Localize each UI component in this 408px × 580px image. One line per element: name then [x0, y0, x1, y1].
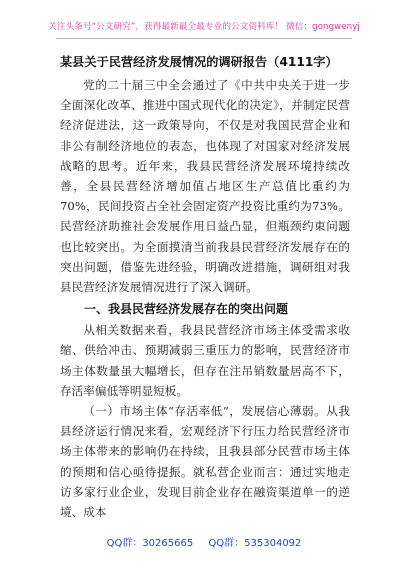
- subsection-paragraph: （一）市场主体“存活率低”，发展信心薄弱。从我县经济运行情况来看，宏观经济下行压力给民营经济市场主体带来的影响仍在持续，且我县部分民营市场主体的预期和信心亟待提振。就私营企业而言：通过实地走访多家行业企业，发现目前企业存在融资渠道单一的逆境、成本: [60, 404, 350, 520]
- header-divider: [56, 38, 352, 39]
- footer-qq-group-2: QQ群：535304092: [208, 538, 302, 549]
- section-heading: 一、我县民营经济发展存在的突出问题: [84, 302, 289, 317]
- section-paragraph: 从相关数据来看，我县民营经济市场主体受需求收缩、供给冲击、预期减弱三重压力的影响，民营经济市场主体数量虽大幅增长，但存在注吊销数量居高不下，存活率偏低等明显短板。: [60, 323, 350, 398]
- document-body: [60, 53, 350, 522]
- footer-qq-group-1: QQ群：30265665: [106, 538, 194, 549]
- document-title: 某县关于民营经济发展情况的调研报告（4111字）: [60, 55, 338, 69]
- footer-contacts: [0, 534, 408, 549]
- header-banner: 关注头条号“公文研究”，获得最新最全最专业的公文资料库！ 微信：gongwenyj: [48, 22, 360, 32]
- intro-paragraph: 党的二十届三中全会通过了《中共中央关于进一步全面深化改革、推进中国式现代化的决定》，并制定民营经济促进法，这一政策导向，不仅是对我国民营企业和非公有制经济地位的表态，也体现了对国家对经济发展战略的思考。近年来，我县民营经济发展环境持续改善，全县民营经济增加值占地区生产总值比重约为70%，民间投资占全社会固定资产投资比重约为73%。民营经济助推社会发展作用日益凸显，但瓶颈约束问题也比较突出。为全面摸清当前我县民营经济发展存在的突出问题，借鉴先进经验，明确改进措施，调研组对我县民营经济发展情况进行了深入调研。: [60, 78, 350, 295]
